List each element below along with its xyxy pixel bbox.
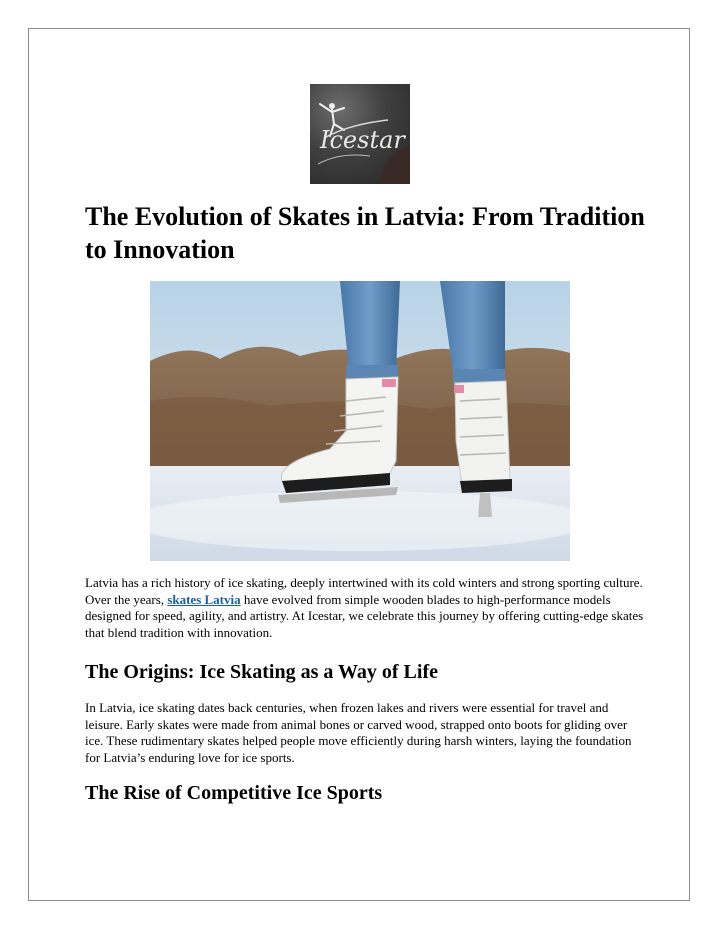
intro-paragraph [85,575,645,641]
logo-wordmark: Icestar [320,126,405,154]
icestar-logo[interactable] [310,84,410,184]
section-heading-competitive: The Rise of Competitive Ice Sports [85,782,383,804]
hero-image-ice-skates [150,281,570,561]
origins-paragraph: In Latvia, ice skating dates back centuries, when frozen lakes and rivers were essential for travel and leisure. Early skates were made from animal bones or carved wood, strapped onto boots for gliding over ice. These rudimentary skates helped people move efficiently during harsh winters, laying the foundation for Latvia’s enduring love for ice sports. [85,700,632,765]
section-heading-origins: The Origins: Ice Skating as a Way of Life [85,661,438,683]
skates-latvia-link[interactable]: skates Latvia [167,591,241,607]
intro-text-after: have evolved from simple wooden blades to high-performance models designed for speed, agility, and artistry. At Icestar, we celebrate this journey by offering cutting-edge skates that blend tradition with innovation. [85,591,644,640]
page-title: The Evolution of Skates in Latvia: From Tradition to Innovation [85,202,645,264]
intro-text-before: Latvia has a rich history of ice skating, deeply intertwined with its cold winters and strong sporting culture. Over the years, [85,575,643,607]
